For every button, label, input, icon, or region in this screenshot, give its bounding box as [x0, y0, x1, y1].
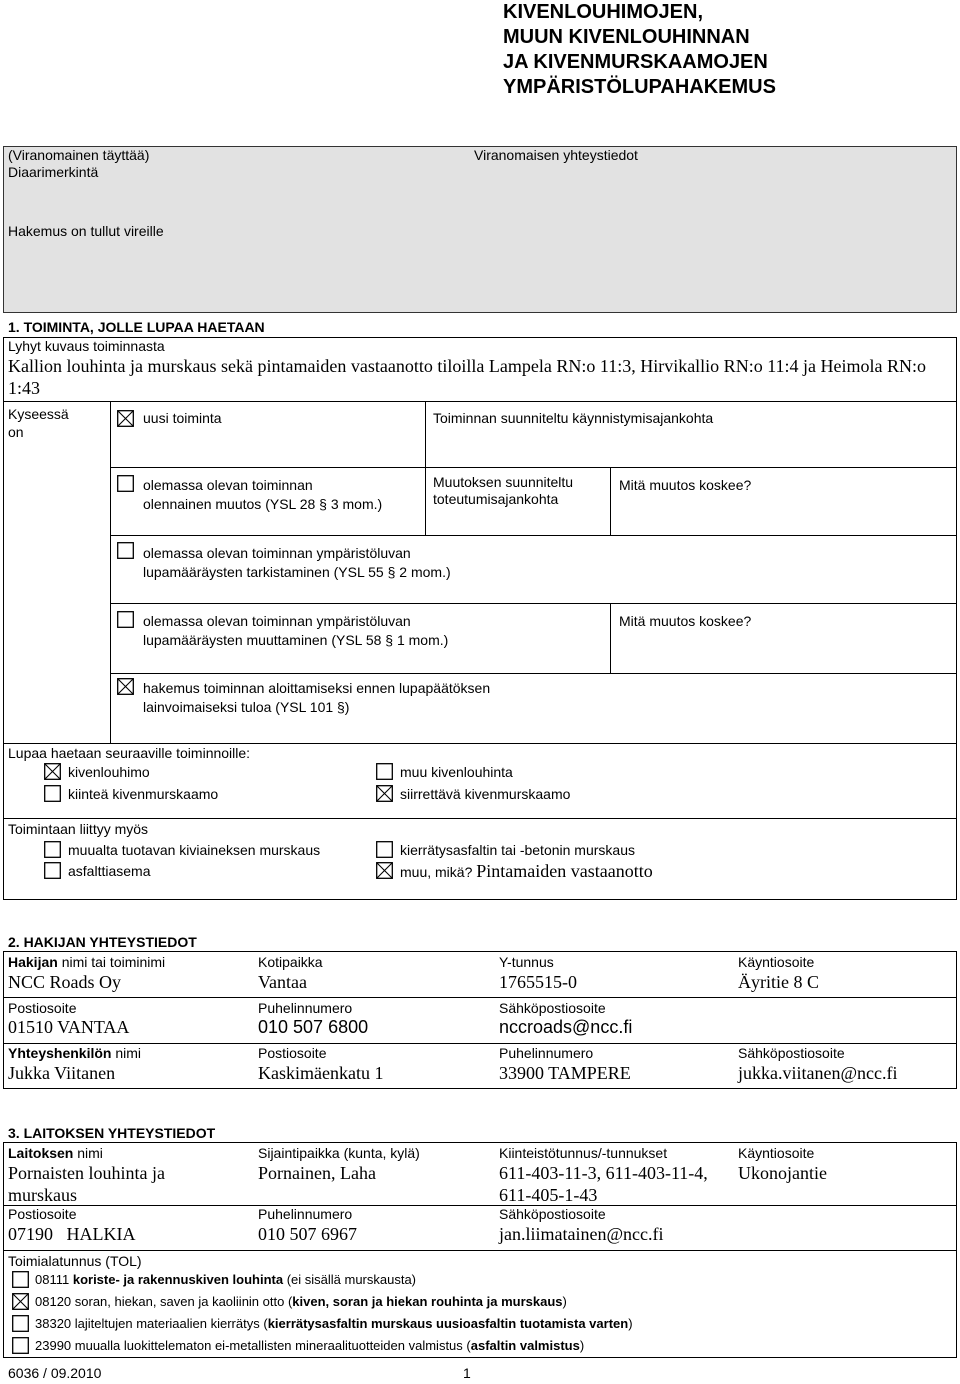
postal-address-label: Postiosoite	[8, 1000, 77, 1016]
email-field[interactable]: nccroads@ncc.fi	[499, 1017, 633, 1037]
divider	[3, 1250, 957, 1251]
divider	[3, 997, 957, 998]
change-subject-label: Mitä muutos koskee?	[619, 613, 752, 629]
checkbox-tol-08120[interactable]	[12, 1293, 29, 1310]
case-label: Kyseessä on	[8, 406, 69, 440]
tol-item-label: 38320 lajiteltujen materiaalien kierrätys (kierrätysasfaltin murskaus uusioasfaltin tuotamista varten)	[35, 1316, 633, 1331]
checkbox-substantial-change[interactable]	[117, 475, 134, 492]
facility-street-label: Käyntiosoite	[738, 1145, 815, 1161]
facility-postal-label: Postiosoite	[8, 1206, 77, 1222]
new-activity-label: uusi toiminta	[143, 410, 222, 426]
contact-postal-field[interactable]: Kaskimäenkatu 1	[258, 1063, 384, 1083]
divider	[610, 603, 611, 673]
facility-email-label: Sähköpostiosoite	[499, 1206, 606, 1222]
contact-email-field[interactable]: jukka.viitanen@ncc.fi	[738, 1063, 898, 1083]
contact-person-field[interactable]: Jukka Viitanen	[8, 1063, 116, 1083]
checkbox-permit-amendment[interactable]	[117, 611, 134, 628]
related-label: Toimintaan liittyy myös	[8, 821, 149, 837]
postal-address-field[interactable]: 01510 VANTAA	[8, 1017, 130, 1037]
description-label: Lyhyt kuvaus toiminnasta	[8, 338, 165, 354]
tol-item-label: 23990 muualla luokittelematon ei-metallisten mineraalituotteiden valmistus (asfaltin valmistus)	[35, 1338, 585, 1353]
divider	[110, 467, 957, 468]
permit-review-label: olemassa olevan toiminnan ympäristöluvan lupamääräysten tarkistaminen (YSL 55 § 2 mom.)	[143, 545, 451, 580]
substantial-change-label: olemassa olevan toiminnan olennainen muutos (YSL 28 § 3 mom.)	[143, 477, 383, 512]
phone-field[interactable]: 010 507 6800	[258, 1017, 369, 1037]
form-title-line: KIVENLOUHIMOJEN,	[503, 1, 704, 23]
recycled-asphalt-crushing-label: kierrätysasfaltin tai -betonin murskaus	[400, 842, 635, 858]
checkbox-fixed-crusher[interactable]	[44, 785, 61, 802]
applicant-name-field[interactable]: NCC Roads Oy	[8, 972, 122, 992]
checkbox-imported-aggregate-crushing[interactable]	[44, 841, 61, 858]
received-date-label: Hakemus on tullut vireille	[8, 223, 164, 239]
contact-phone-field[interactable]: 33900 TAMPERE	[499, 1063, 631, 1083]
authority-contact-label: Viranomaisen yhteystiedot	[474, 147, 638, 163]
property-id-label: Kiinteistötunnus/-tunnukset	[499, 1145, 668, 1161]
checkbox-other-related[interactable]	[376, 862, 393, 879]
domicile-field[interactable]: Vantaa	[258, 972, 307, 992]
mobile-crusher-label: siirrettävä kivenmurskaamo	[400, 786, 571, 802]
divider	[3, 743, 957, 744]
form-title-line: YMPÄRISTÖLUPAHAKEMUS	[503, 76, 776, 98]
activities-label: Lupaa haetaan seuraaville toiminnoille:	[8, 745, 251, 761]
checkbox-early-start[interactable]	[117, 678, 134, 695]
facility-phone-field[interactable]: 010 507 6967	[258, 1224, 357, 1244]
business-id-label: Y-tunnus	[499, 954, 554, 970]
section3-heading: 3. LAITOKSEN YHTEYSTIEDOT	[8, 1125, 216, 1141]
divider	[3, 818, 957, 819]
fixed-crusher-label: kiinteä kivenmurskaamo	[68, 786, 219, 802]
phone-label: Puhelinnumero	[258, 1000, 353, 1016]
divider	[3, 1043, 957, 1044]
permit-amendment-label: olemassa olevan toiminnan ympäristöluvan lupamääräysten muuttaminen (YSL 58 § 1 mom.)	[143, 613, 449, 648]
divider	[3, 401, 957, 402]
tol-item-label: 08111 koriste- ja rakennuskiven louhinta (ei sisällä murskausta)	[35, 1272, 417, 1287]
location-label: Sijaintipaikka (kunta, kylä)	[258, 1145, 420, 1161]
checkbox-mobile-crusher[interactable]	[376, 785, 393, 802]
checkbox-other-quarrying[interactable]	[376, 763, 393, 780]
form-title	[503, 0, 776, 100]
imported-aggregate-crushing-label: muualta tuotavan kiviaineksen murskaus	[68, 842, 321, 858]
other-related-label: muu, mikä?	[400, 864, 473, 880]
section2-heading: 2. HAKIJAN YHTEYSTIEDOT	[8, 934, 197, 950]
facility-name-field[interactable]: Pornaisten louhinta ja murskaus	[8, 1163, 165, 1205]
checkbox-recycled-asphalt-crushing[interactable]	[376, 841, 393, 858]
other-related-field	[400, 862, 653, 882]
asphalt-plant-label: asfalttiasema	[68, 863, 151, 879]
planned-change-date-label: Muutoksen suunniteltu toteutumisajankohta	[433, 474, 574, 507]
contact-postal-label: Postiosoite	[258, 1045, 327, 1061]
checkbox-quarry[interactable]	[44, 763, 61, 780]
street-address-field[interactable]: Äyritie 8 C	[738, 972, 819, 992]
contact-person-label: Yhteyshenkilön nimi	[8, 1045, 142, 1061]
divider	[110, 535, 957, 536]
planned-start-label: Toiminnan suunniteltu käynnistymisajankohta	[433, 410, 714, 426]
applicant-name-label: Hakijan nimi tai toiminimi	[8, 954, 166, 970]
section1-heading: 1. TOIMINTA, JOLLE LUPAA HAETAAN	[8, 319, 265, 335]
street-address-label: Käyntiosoite	[738, 954, 815, 970]
form-code: 6036 / 09.2010	[8, 1365, 102, 1381]
checkbox-asphalt-plant[interactable]	[44, 862, 61, 879]
business-id-field[interactable]: 1765515-0	[499, 972, 577, 992]
tol-label: Toimialatunnus (TOL)	[8, 1253, 142, 1269]
divider	[110, 603, 957, 604]
checkbox-permit-review[interactable]	[117, 542, 134, 559]
checkbox-new-activity[interactable]	[117, 410, 134, 427]
other-quarrying-label: muu kivenlouhinta	[400, 764, 513, 780]
other-related-value[interactable]: Pintamaiden vastaanotto	[476, 861, 653, 881]
location-field[interactable]: Pornainen, Laha	[258, 1163, 376, 1183]
divider	[110, 401, 111, 743]
description-field[interactable]: Kallion louhinta ja murskaus sekä pintamaiden vastaanotto tiloilla Lampela RN:o 11:3, Hirvikallio RN:o 11:4 ja Heimola RN:o 1:43	[8, 356, 926, 398]
facility-phone-label: Puhelinnumero	[258, 1206, 353, 1222]
authority-fill-note: (Viranomainen täyttää)	[8, 147, 150, 163]
page-number: 1	[463, 1365, 471, 1381]
quarry-label: kivenlouhimo	[68, 764, 150, 780]
facility-postal-field[interactable]: 07190 HALKIA	[8, 1224, 136, 1244]
contact-phone-label: Puhelinnumero	[499, 1045, 594, 1061]
checkbox-tol-08111[interactable]	[12, 1271, 29, 1288]
divider	[425, 401, 426, 535]
facility-street-field[interactable]: Ukonojantie	[738, 1163, 827, 1183]
record-number-label: Diaarimerkintä	[8, 164, 99, 180]
early-start-label: hakemus toiminnan aloittamiseksi ennen lupapäätöksen lainvoimaiseksi tuloa (YSL 101 §)	[143, 680, 491, 715]
facility-email-field[interactable]: jan.liimatainen@ncc.fi	[499, 1224, 664, 1244]
divider	[110, 673, 957, 674]
property-id-field[interactable]: 611-403-11-3, 611-403-11-4, 611-405-1-43	[499, 1163, 708, 1205]
divider	[610, 467, 611, 535]
change-subject-label: Mitä muutos koskee?	[619, 477, 752, 493]
domicile-label: Kotipaikka	[258, 954, 323, 970]
checkbox-tol-23990[interactable]	[12, 1337, 29, 1354]
tol-item-label: 08120 soran, hiekan, saven ja kaoliinin otto (kiven, soran ja hiekan rouhinta ja murskaus)	[35, 1294, 567, 1309]
form-title-line: JA KIVENMURSKAAMOJEN	[503, 51, 768, 73]
checkbox-tol-38320[interactable]	[12, 1315, 29, 1332]
contact-email-label: Sähköpostiosoite	[738, 1045, 845, 1061]
email-label: Sähköpostiosoite	[499, 1000, 606, 1016]
facility-name-label: Laitoksen nimi	[8, 1145, 103, 1161]
form-title-line: MUUN KIVENLOUHINNAN	[503, 26, 750, 48]
